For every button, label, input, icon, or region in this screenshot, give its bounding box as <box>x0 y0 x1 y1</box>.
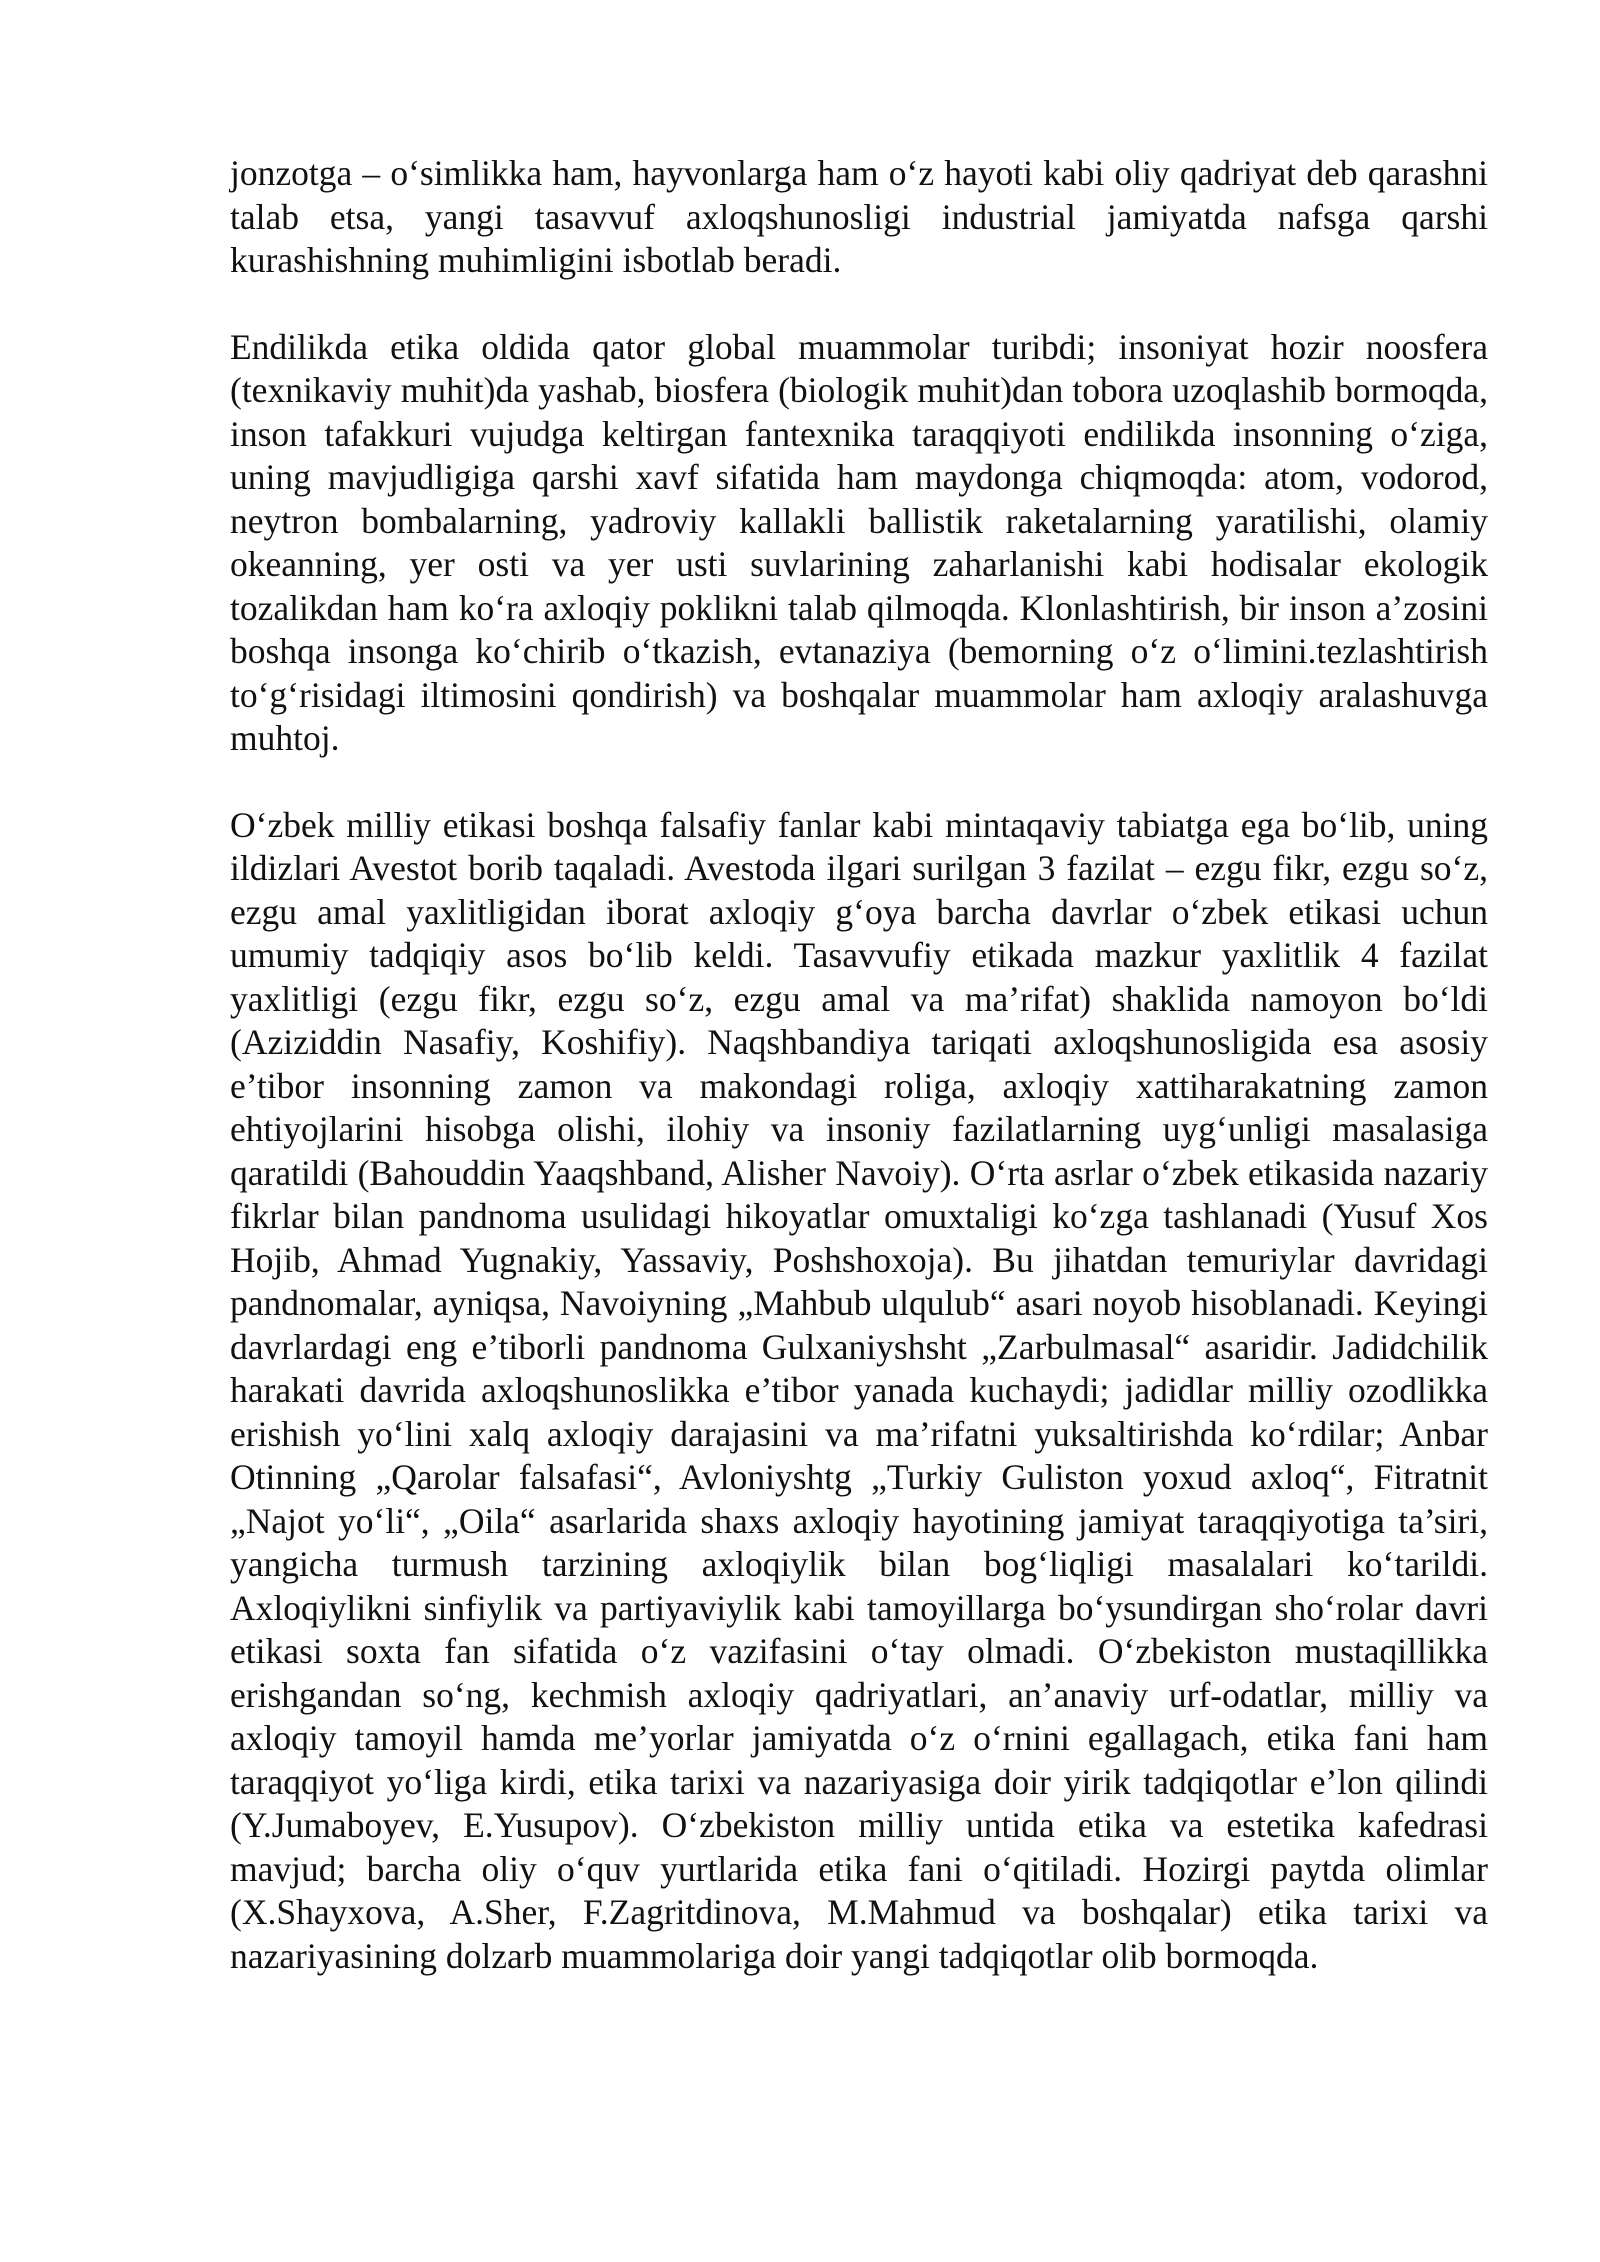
paragraph-2: Endilikda etika oldida qator global muammolar turibdi; insoniyat hozir noosfera (texnikaviy muhit)da yashab, biosfera (biologik muhit)dan tobora uzoqlashib bormoqda, inson tafakkuri vujudga keltirgan fantexnika taraqqiyoti endilikda insonning o‘ziga, uning mavjudligiga qarshi xavf sifatida ham maydonga chiqmoqda: atom, vodorod, neytron bombalarning, yadroviy kallakli ballistik raketalarning yaratilishi, olamiy okeanning, yer osti va yer usti suvlarining zaharlanishi kabi hodisalar ekologik tozalikdan ham ko‘ra axloqiy poklikni talab qilmoqda. Klonlashtirish, bir inson a’zosini boshqa insonga ko‘chirib o‘tkazish, evtanaziya (bemorning o‘z o‘limini.tezlashtirish to‘g‘risidagi iltimosini qondirish) va boshqalar muammolar ham axloqiy aralashuvga muhtoj. <box>230 326 1488 758</box>
document-page <box>230 152 1488 2021</box>
paragraph-1: jonzotga – o‘simlikka ham, hayvonlarga ham o‘z hayoti kabi oliy qadriyat deb qarashni talab etsa, yangi tasavvuf axloqshunosligi industrial jamiyatda nafsga qarshi kurashishning muhimligini isbotlab beradi. <box>230 153 1488 280</box>
paragraph-3: O‘zbek milliy etikasi boshqa falsafiy fanlar kabi mintaqaviy tabiatga ega bo‘lib, uning ildizlari Avestot borib taqaladi. Avestoda ilgari surilgan 3 fazilat – ezgu fikr, ezgu so‘z, ezgu amal yaxlitligidan iborat axloqiy g‘oya barcha davrlar o‘zbek etikasi uchun umumiy tadqiqiy asos bo‘lib keldi. Tasavvufiy etikada mazkur yaxlitlik 4 fazilat yaxlitligi (ezgu fikr, ezgu so‘z, ezgu amal va ma’rifat) shaklida namoyon bo‘ldi (Aziziddin Nasafiy, Koshifiy). Naqshbandiya tariqati axloqshunosligida esa asosiy e’tibor insonning zamon va makondagi roliga, axloqiy xattiharakatning zamon ehtiyojlarini hisobga olishi, ilohiy va insoniy fazilatlarning uyg‘unligi masalasiga qaratildi (Bahouddin Yaaqshband, Alisher Navoiy). O‘rta asrlar o‘zbek etikasida nazariy fikrlar bilan pandnoma usulidagi hikoyatlar omuxtaligi ko‘zga tashlanadi (Yusuf Xos Hojib, Ahmad Yugnakiy, Yassaviy, Poshshoxoja). Bu jihatdan temuriylar davridagi pandnomalar, ayniqsa, Navoiyning „Mahbub ulqulub“ asari noyob hisoblanadi. Keyingi davrlardagi eng e’tiborli pandnoma Gulxaniyshsht „Zarbulmasal“ asaridir. Jadidchilik harakati davrida axloqshunoslikka e’tibor yanada kuchaydi; jadidlar milliy ozodlikka erishish yo‘lini xalq axloqiy darajasini va ma’rifatni yuksaltirishda ko‘rdilar; Anbar Otinning „Qarolar falsafasi“, Avloniyshtg „Turkiy Guliston yoxud axloq“, Fitratnit „Najot yo‘li“, „Oila“ asarlarida shaxs axloqiy hayotining jamiyat taraqqiyotiga ta’siri, yangicha turmush tarzining axloqiylik bilan bog‘liqligi masalalari ko‘tarildi. Axloqiylikni sinfiylik va partiyaviylik kabi tamoyillarga bo‘ysundirgan sho‘rolar davri etikasi soxta fan sifatida o‘z vazifasini o‘tay olmadi. O‘zbekiston mustaqillikka erishgandan so‘ng, kechmish axloqiy qadriyatlari, an’anaviy urf-odatlar, milliy va axloqiy tamoyil hamda me’yorlar jamiyatda o‘z o‘rnini egallagach, etika fani ham taraqqiyot yo‘liga kirdi, etika tarixi va nazariyasiga doir yirik tadqiqotlar e’lon qilindi (Y.Jumaboyev, E.Yusupov). O‘zbekiston milliy untida etika va estetika kafedrasi mavjud; barcha oliy o‘quv yurtlarida etika fani o‘qitiladi. Hozirgi paytda olimlar (X.Shayxova, A.Sher, F.Zagritdinova, M.Mahmud va boshqalar) etika tarixi va nazariyasining dolzarb muammolariga doir yangi tadqiqotlar olib bormoqda. <box>230 804 1488 1976</box>
